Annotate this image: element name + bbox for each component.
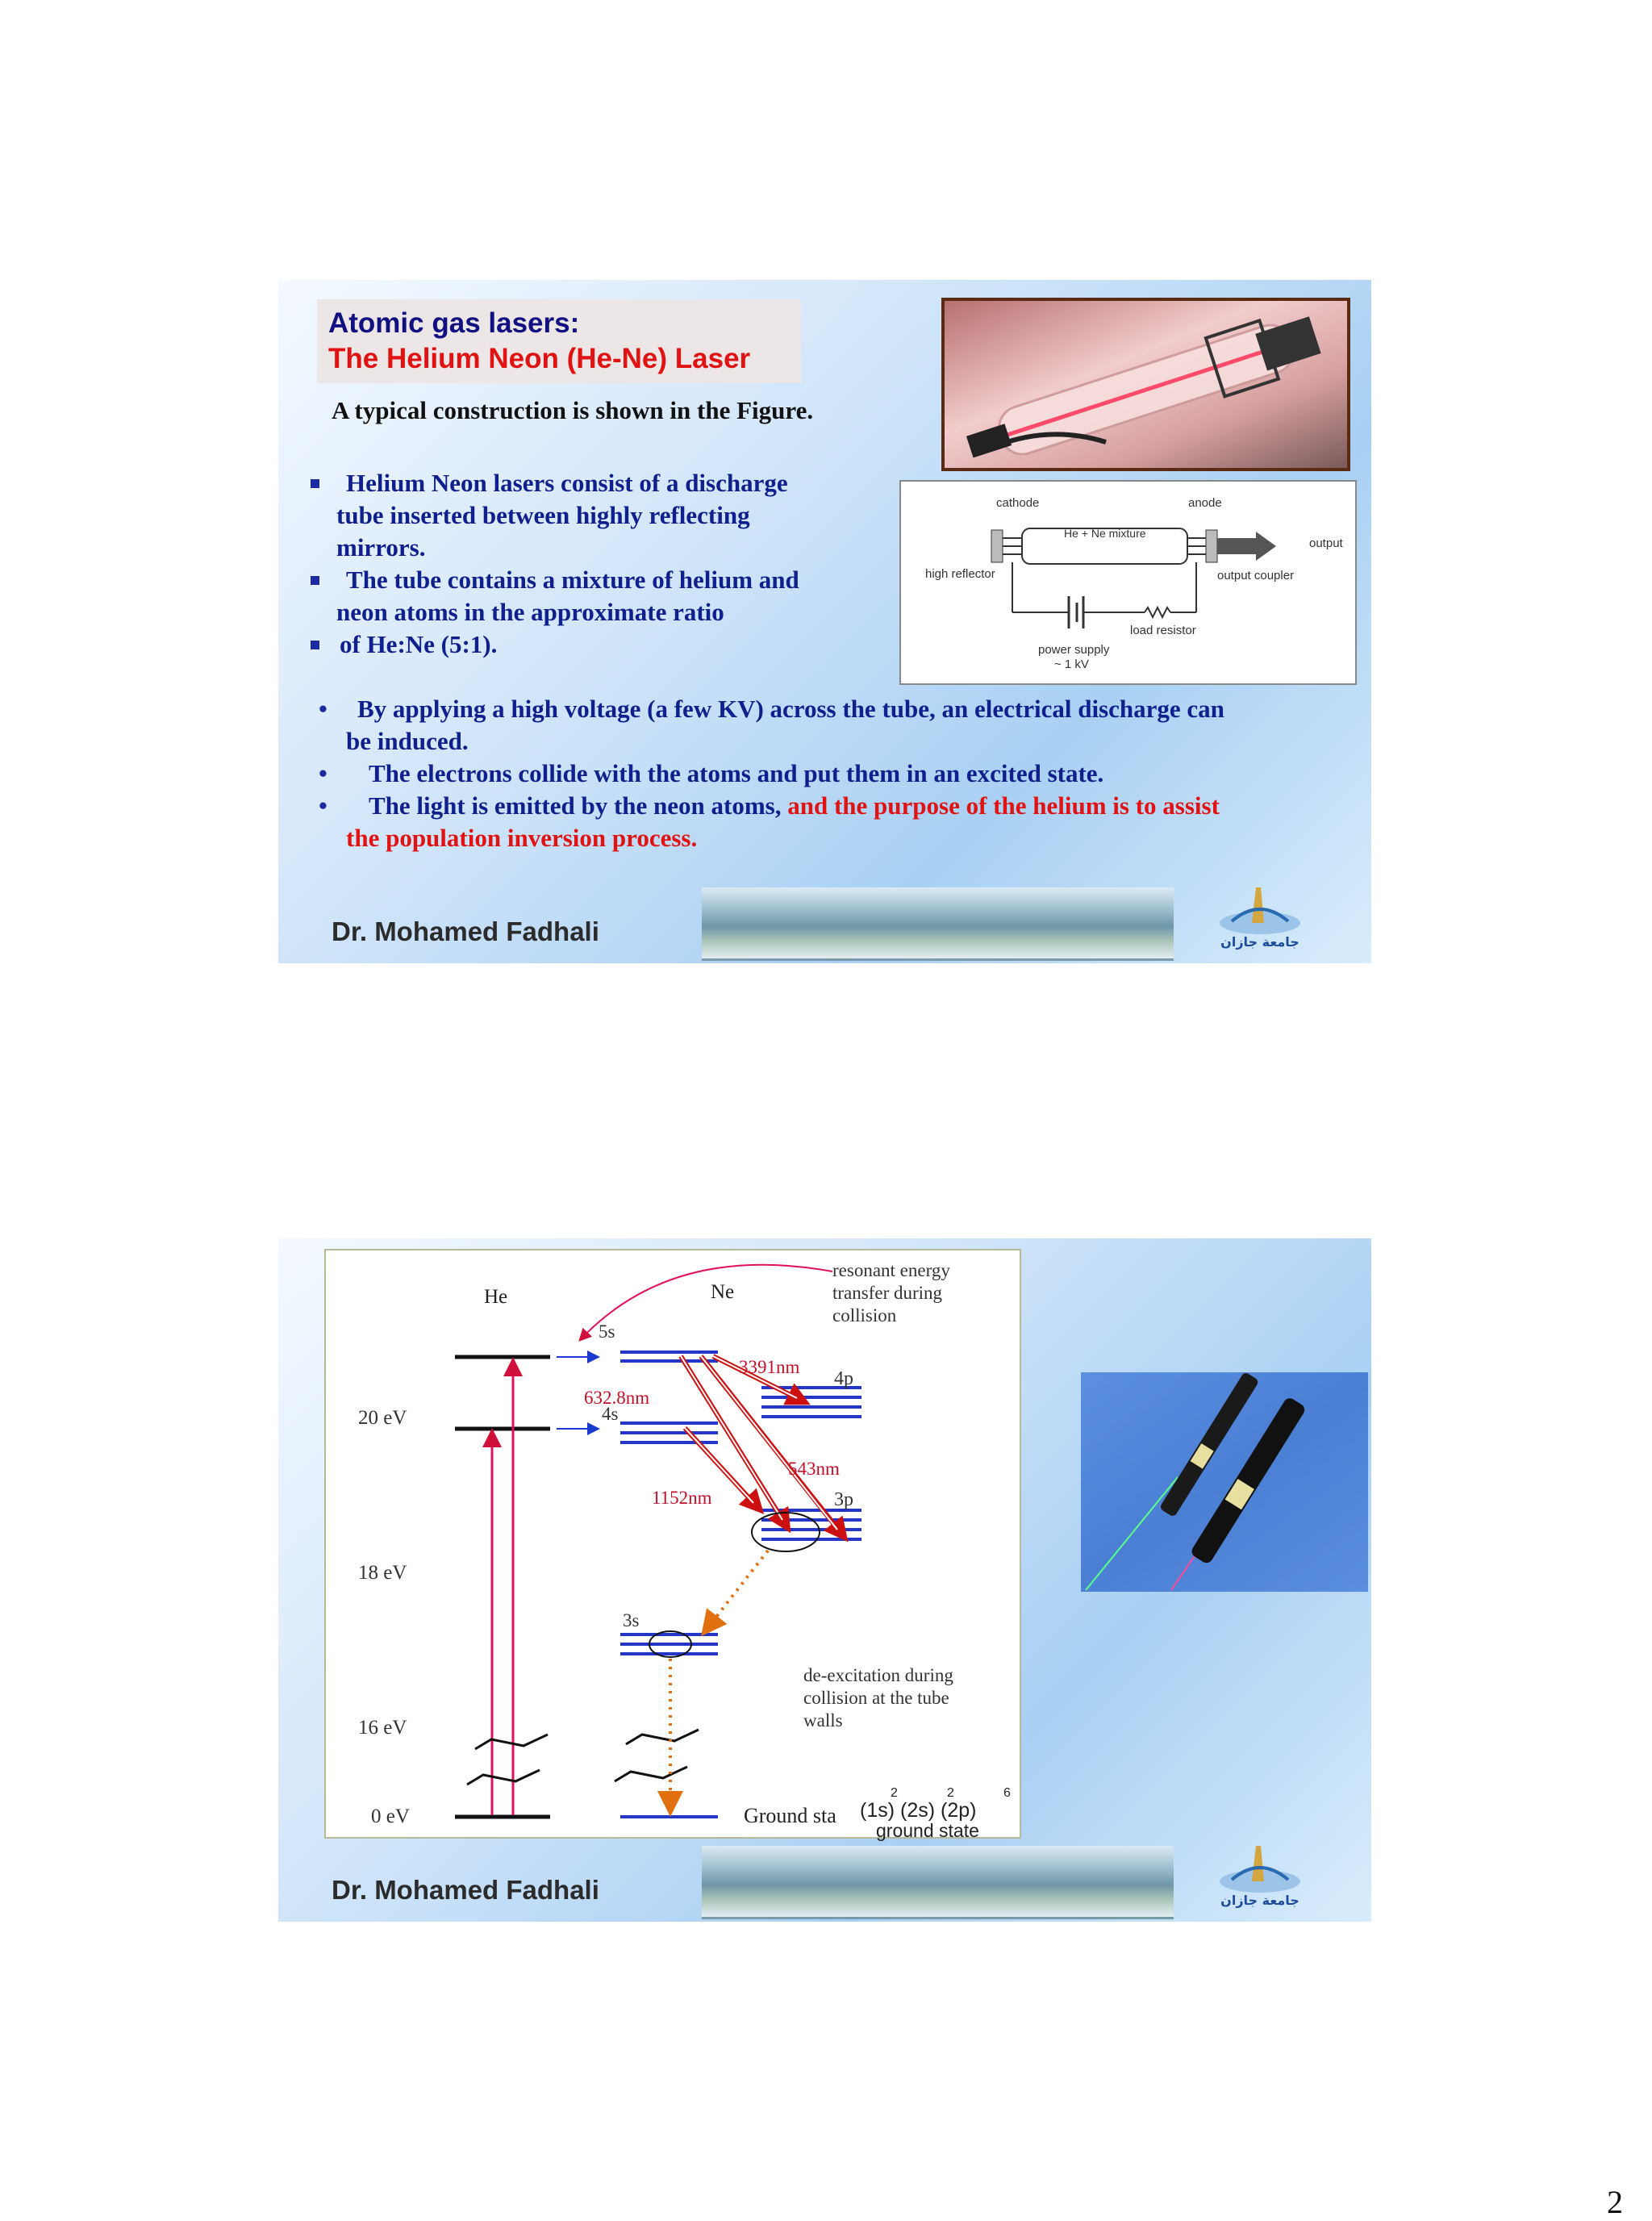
author-name: Dr. Mohamed Fadhali	[332, 1875, 599, 1905]
page-number: 2	[1607, 2184, 1623, 2220]
logo-text: جامعة جازان	[1220, 934, 1299, 950]
deexcitation-label-2: collision at the tube	[803, 1688, 949, 1708]
ground-state-text: ground state	[876, 1820, 979, 1841]
university-logo	[1208, 1839, 1312, 1915]
energy-20ev: 20 eV	[358, 1407, 407, 1429]
load-resistor-label: load resistor	[1130, 624, 1196, 637]
list-item: neon atoms in the approximate ratio	[336, 598, 724, 626]
output-coupler-label: output coupler	[1217, 569, 1295, 582]
slide-1	[278, 280, 1371, 963]
slide-title-box	[317, 299, 801, 383]
bullet-list	[319, 693, 1287, 854]
config-sup-2: 2	[947, 1786, 954, 1800]
power-supply-label: power supply	[1038, 643, 1110, 657]
slide-2	[278, 1238, 1371, 1922]
list-item: tube inserted between highly reflecting	[336, 501, 750, 529]
list-item: be induced.	[346, 727, 469, 755]
deexcitation-label-3: walls	[803, 1710, 843, 1730]
wavelength-632: 632.8nm	[584, 1388, 650, 1408]
ground-state-label: Ground sta	[744, 1804, 836, 1827]
square-bullet-list	[307, 467, 896, 661]
laser-schematic	[899, 480, 1357, 685]
cathode-label: cathode	[996, 496, 1040, 510]
voltage-label: ~ 1 kV	[1054, 658, 1089, 671]
he-label: He	[484, 1286, 508, 1308]
mixture-label: He + Ne mixture	[1064, 527, 1146, 540]
list-item: Helium Neon lasers consist of a discharge	[307, 467, 896, 499]
university-logo	[1208, 881, 1312, 957]
list-item: • By applying a high voltage (a few KV) across the tube, an electrical discharge can	[319, 695, 1224, 723]
electron-config: (1s) (2s) (2p)	[860, 1799, 977, 1822]
resonant-label-3: collision	[832, 1305, 897, 1326]
list-item: of He:Ne (5:1).	[307, 628, 896, 661]
wavelength-1152: 1152nm	[652, 1488, 712, 1508]
list-item: • The electrons collide with the atoms and put them in an excited state.	[319, 759, 1104, 787]
resonant-label-2: transfer during	[832, 1283, 943, 1303]
slide-title-line1: Atomic gas lasers:	[328, 307, 580, 339]
laser-tube-photo	[941, 298, 1350, 471]
ne-label: Ne	[711, 1281, 735, 1303]
energy-18ev: 18 eV	[358, 1562, 407, 1584]
energy-level-diagram	[324, 1249, 1021, 1839]
list-item: the population inversion process.	[346, 824, 698, 852]
level-3p: 3p	[834, 1489, 853, 1510]
level-4p: 4p	[834, 1368, 853, 1389]
author-name: Dr. Mohamed Fadhali	[332, 916, 599, 946]
campus-banner-image	[702, 887, 1174, 961]
list-item: The tube contains a mixture of helium and	[307, 564, 896, 596]
laser-pointers-photo	[1081, 1372, 1368, 1592]
intro-text: A typical construction is shown in the Figure.	[332, 396, 814, 424]
output-label: output	[1309, 536, 1343, 550]
config-sup-1: 2	[891, 1786, 898, 1800]
high-reflector-label: high reflector	[925, 567, 995, 581]
energy-0ev: 0 eV	[371, 1806, 410, 1827]
campus-banner-image	[702, 1846, 1174, 1919]
energy-16ev: 16 eV	[358, 1717, 407, 1739]
level-4s: 4s	[602, 1404, 619, 1424]
level-3s: 3s	[623, 1610, 640, 1630]
deexcitation-label-1: de-excitation during	[803, 1665, 953, 1685]
wavelength-3391: 3391nm	[739, 1357, 800, 1377]
logo-text: جامعة جازان	[1220, 1893, 1299, 1908]
list-item: mirrors.	[336, 533, 426, 562]
anode-label: anode	[1188, 496, 1222, 510]
level-5s: 5s	[599, 1321, 615, 1342]
slide-title-line2: The Helium Neon (He-Ne) Laser	[328, 343, 751, 374]
config-sup-3: 6	[1003, 1786, 1011, 1800]
resonant-label-1: resonant energy	[832, 1260, 950, 1280]
wavelength-543: 543nm	[788, 1459, 840, 1479]
list-item: • The light is emitted by the neon atoms, and the purpose of the helium is to assist	[319, 791, 1220, 820]
